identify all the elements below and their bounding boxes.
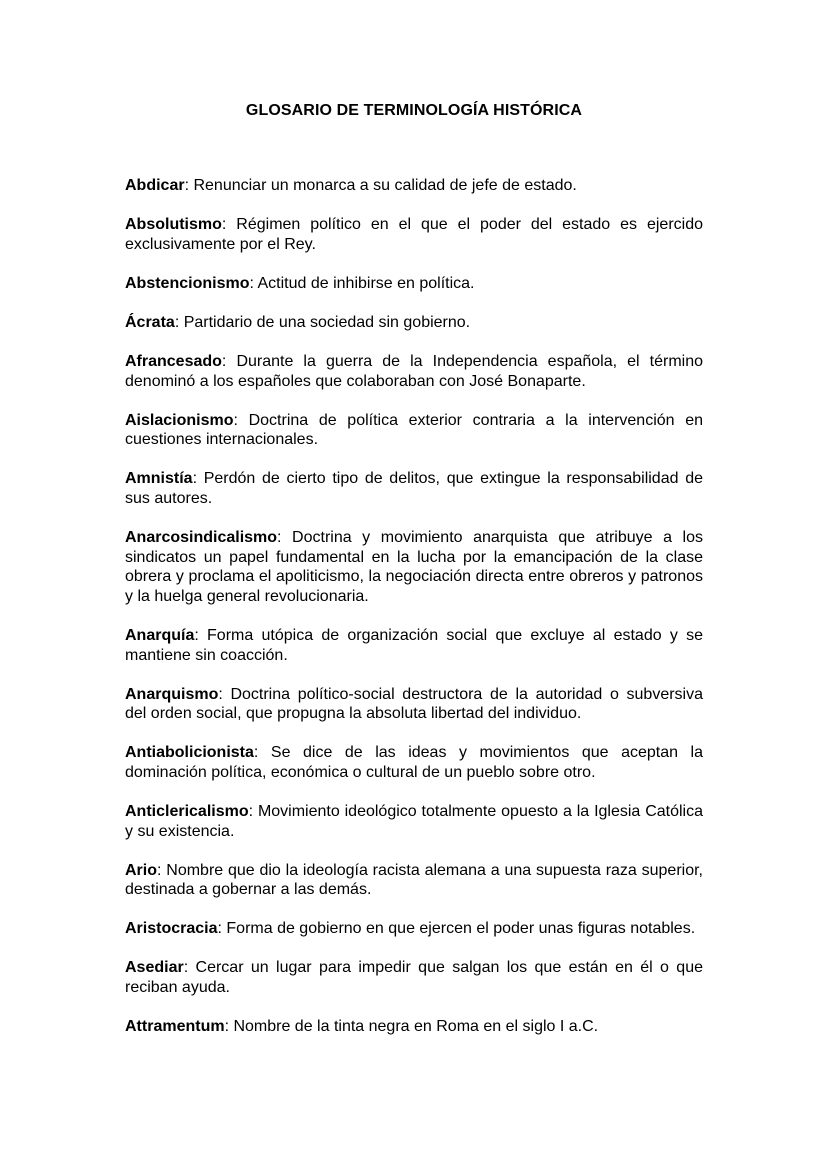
glossary-definition: Movimiento ideológico totalmente opuesto a la Iglesia Católica y su existencia. xyxy=(125,802,704,840)
glossary-entry xyxy=(125,411,703,450)
term-separator: : xyxy=(184,177,194,194)
glossary-definition: Régimen político en el que el poder del estado es ejercido exclusivamente por el Rey. xyxy=(125,216,704,253)
glossary-definition: Nombre que dio la ideología racista alemana a una supuesta raza superior, destinada a gobernar a las demás. xyxy=(125,861,704,899)
term-separator: : xyxy=(249,274,258,292)
term-separator: : xyxy=(183,959,196,977)
glossary-term: Abdicar xyxy=(125,177,185,194)
term-separator: : xyxy=(253,744,271,762)
glossary-entry xyxy=(125,958,703,997)
glossary-definition: Actitud de inhibirse en política. xyxy=(257,274,475,292)
term-separator: : xyxy=(277,529,293,547)
glossary-term: Ácrata xyxy=(125,313,175,331)
glossary-entry xyxy=(125,626,703,665)
glossary-term: Antiabolicionista xyxy=(125,744,254,762)
glossary-entry xyxy=(125,313,703,333)
glossary-term: Anticlericalismo xyxy=(125,802,249,820)
term-separator: : xyxy=(221,216,237,234)
term-separator: : xyxy=(194,626,208,644)
glossary-term: Attramentum xyxy=(125,1018,225,1036)
glossary-definition: Perdón de cierto tipo de delitos, que extingue la responsabilidad de sus autores. xyxy=(125,470,703,507)
glossary-entry xyxy=(125,352,703,391)
glossary-definition: Doctrina político-social destructora de la autoridad o subversiva del orden social, que propugna la absoluta libertad del individuo. xyxy=(125,685,703,723)
term-separator: : xyxy=(233,411,249,429)
glossary-entry xyxy=(125,528,703,606)
glossary-entry xyxy=(125,919,703,939)
term-separator: : xyxy=(217,920,227,938)
glossary-entry xyxy=(125,685,703,724)
glossary-entry xyxy=(125,1017,703,1037)
glossary-term: Ario xyxy=(125,861,157,879)
glossary-term: Anarquismo xyxy=(125,685,219,703)
page-title: GLOSARIO DE TERMINOLOGÍA HISTÓRICA xyxy=(245,102,583,119)
glossary-term: Anarcosindicalismo xyxy=(125,529,278,547)
glossary-term: Absolutismo xyxy=(125,216,222,234)
glossary-term: Aristocracia xyxy=(125,920,218,938)
term-separator: : xyxy=(157,861,167,879)
glossary-entry xyxy=(125,861,703,900)
glossary-definition: Cercar un lugar para impedir que salgan los que están en él o que reciban ayuda. xyxy=(125,959,704,997)
glossary-definition: Partidario de una sociedad sin gobierno. xyxy=(183,313,471,331)
glossary-term: Abstencionismo xyxy=(125,274,250,292)
glossary-definition: Se dice de las ideas y movimientos que aceptan la dominación política, económica o cultural de un pueblo sobre otro. xyxy=(125,744,703,781)
glossary-entry xyxy=(125,802,703,841)
glossary-definition: Renunciar un monarca a su calidad de jefe de estado. xyxy=(193,177,577,194)
glossary-definition: Durante la guerra de la Independencia española, el término denominó a los españoles que colaboraban con José Bonaparte. xyxy=(125,352,703,390)
glossary-definition: Forma de gobierno en que ejercen el poder unas figuras notables. xyxy=(226,920,696,938)
term-separator: : xyxy=(224,1018,234,1036)
glossary-term: Afrancesado xyxy=(125,352,222,370)
glossary-definition: Doctrina y movimiento anarquista que atribuye a los sindicatos un papel fundamental en la lucha por la emancipación de la clase obrera y proclama el apoliticismo, la negociación directa entre obreros y patronos y la huelga general revolucionaria. xyxy=(125,529,703,605)
glossary-list xyxy=(125,176,703,1056)
term-separator: : xyxy=(192,470,204,488)
glossary-term: Aislacionismo xyxy=(125,411,234,429)
glossary-term: Asediar xyxy=(125,959,184,977)
term-separator: : xyxy=(174,313,184,331)
glossary-definition: Forma utópica de organización social que excluye al estado y se mantiene sin coacción. xyxy=(125,626,703,664)
glossary-definition: Nombre de la tinta negra en Roma en el siglo I a.C. xyxy=(233,1018,599,1036)
glossary-term: Anarquía xyxy=(125,626,195,644)
term-separator: : xyxy=(221,352,237,370)
glossary-term: Amnistía xyxy=(125,470,193,488)
glossary-entry xyxy=(125,215,703,254)
glossary-entry xyxy=(125,469,703,508)
glossary-entry xyxy=(125,274,703,294)
glossary-entry xyxy=(125,743,703,782)
glossary-entry xyxy=(125,176,703,196)
glossary-definition: Doctrina de política exterior contraria a la intervención en cuestiones internacionales. xyxy=(125,411,703,449)
term-separator: : xyxy=(248,802,258,820)
term-separator: : xyxy=(218,685,231,703)
